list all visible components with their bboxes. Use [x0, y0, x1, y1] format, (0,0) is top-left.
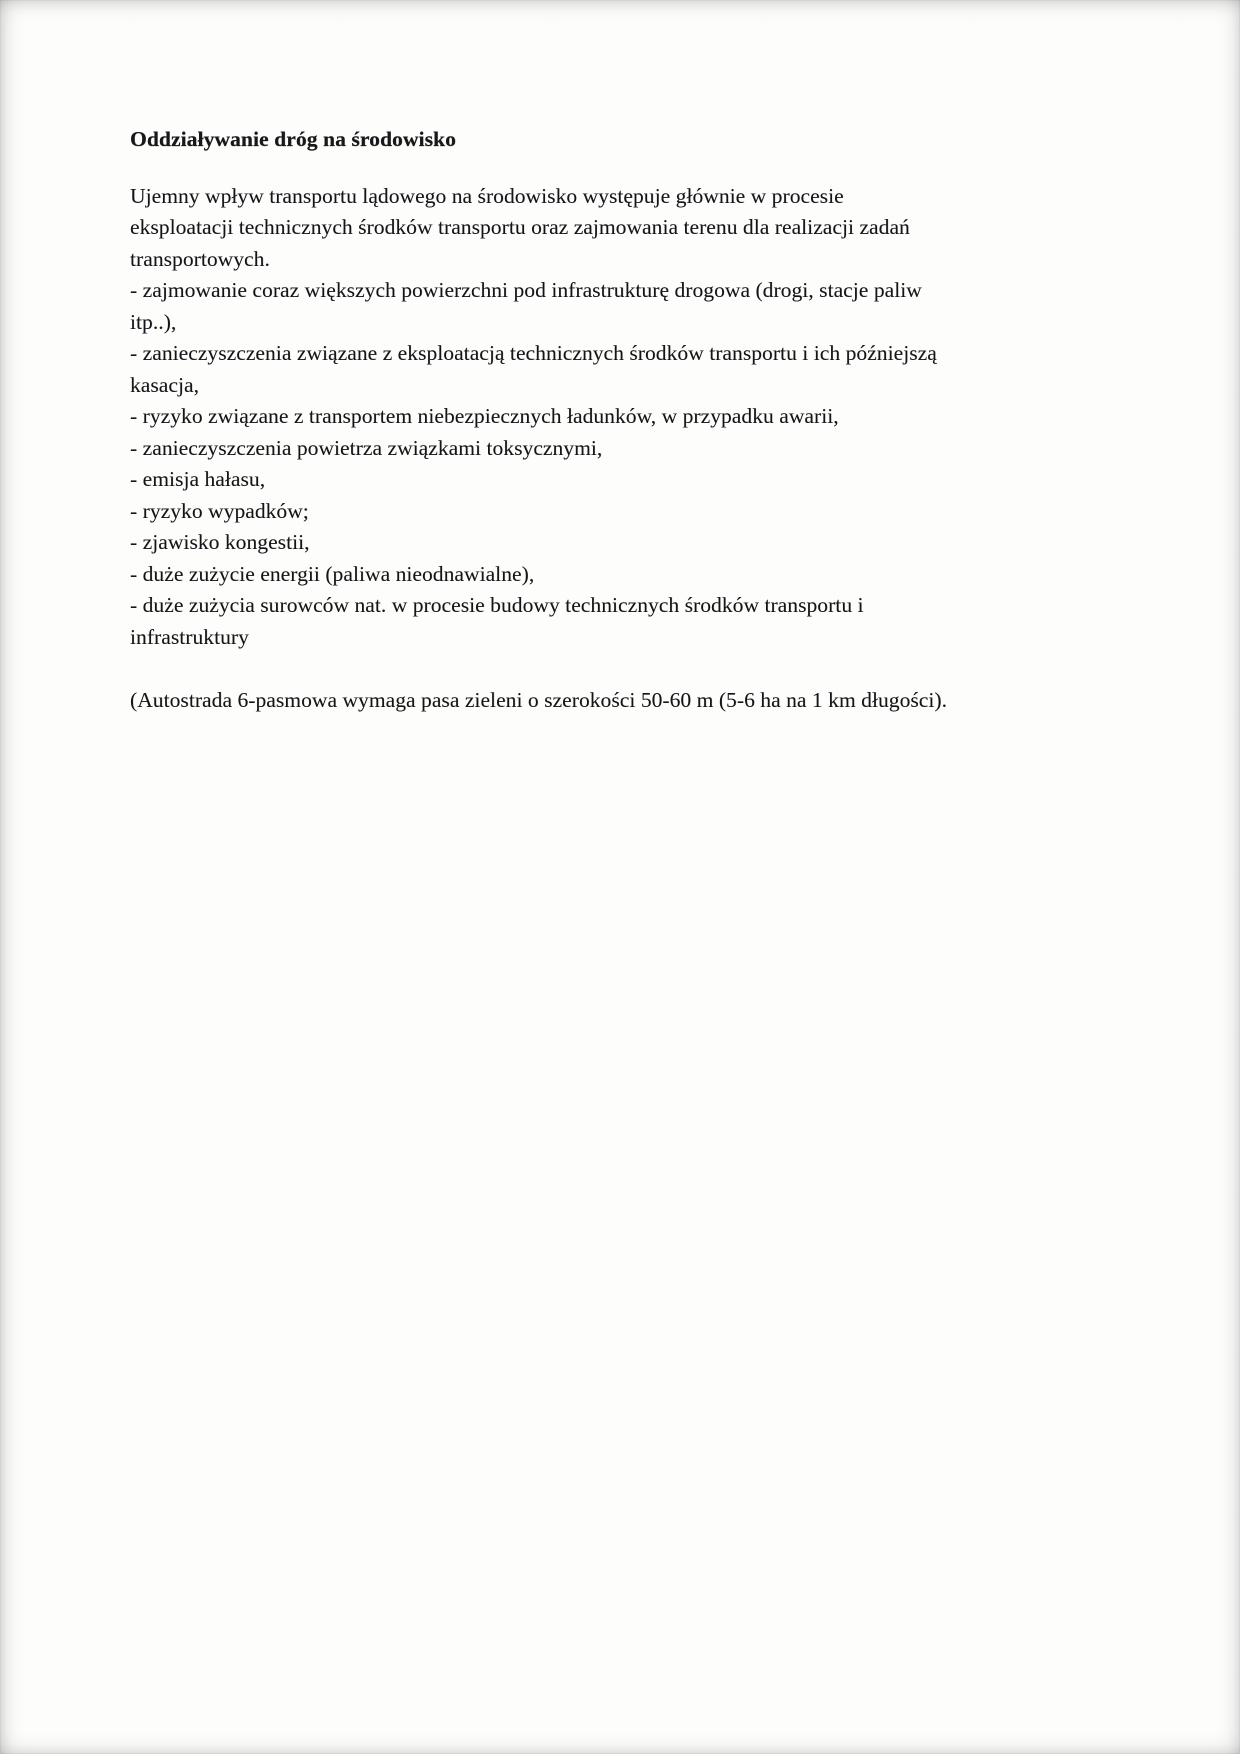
impact-line: - zajmowanie coraz większych powierzchni pod infrastrukturę drogowa (drogi, stacje paliw	[130, 278, 922, 303]
document-body	[130, 126, 1130, 716]
page-title: Oddziaływanie dróg na środowisko	[130, 127, 456, 151]
impact-line: kasacja,	[130, 372, 200, 397]
intro-line: Ujemny wpływ transportu lądowego na środowisko występuje głównie w procesie	[130, 183, 844, 208]
note-paragraph	[130, 685, 1130, 717]
impact-line: - ryzyko związane z transportem niebezpiecznych ładunków, w przypadku awarii,	[130, 404, 839, 429]
impact-line: - zanieczyszczenia związane z eksploatacją technicznych środków transportu i ich późniejszą	[130, 341, 937, 366]
intro-line: eksploatacji technicznych środków transportu oraz zajmowania terenu dla realizacji zadań	[130, 215, 910, 240]
impact-line: - ryzyko wypadków;	[130, 498, 309, 523]
note-line: (Autostrada 6-pasmowa wymaga pasa zieleni o szerokości 50-60 m (5-6 ha na 1 km długości).	[130, 687, 948, 712]
impact-line: - emisja hałasu,	[130, 467, 266, 492]
impact-line: - zjawisko kongestii,	[130, 530, 310, 555]
impact-line: - duże zużycie energii (paliwa nieodnawialne),	[130, 561, 535, 586]
intro-paragraph	[130, 181, 1130, 654]
impact-line: - zanieczyszczenia powietrza związkami toksycznymi,	[130, 435, 603, 460]
intro-line: transportowych.	[130, 246, 270, 271]
impact-line: itp..),	[130, 309, 177, 334]
impact-line: infrastruktury	[130, 624, 249, 649]
paragraph-spacer	[130, 653, 1130, 685]
impact-line: - duże zużycia surowców nat. w procesie budowy technicznych środków transportu i	[130, 593, 864, 618]
